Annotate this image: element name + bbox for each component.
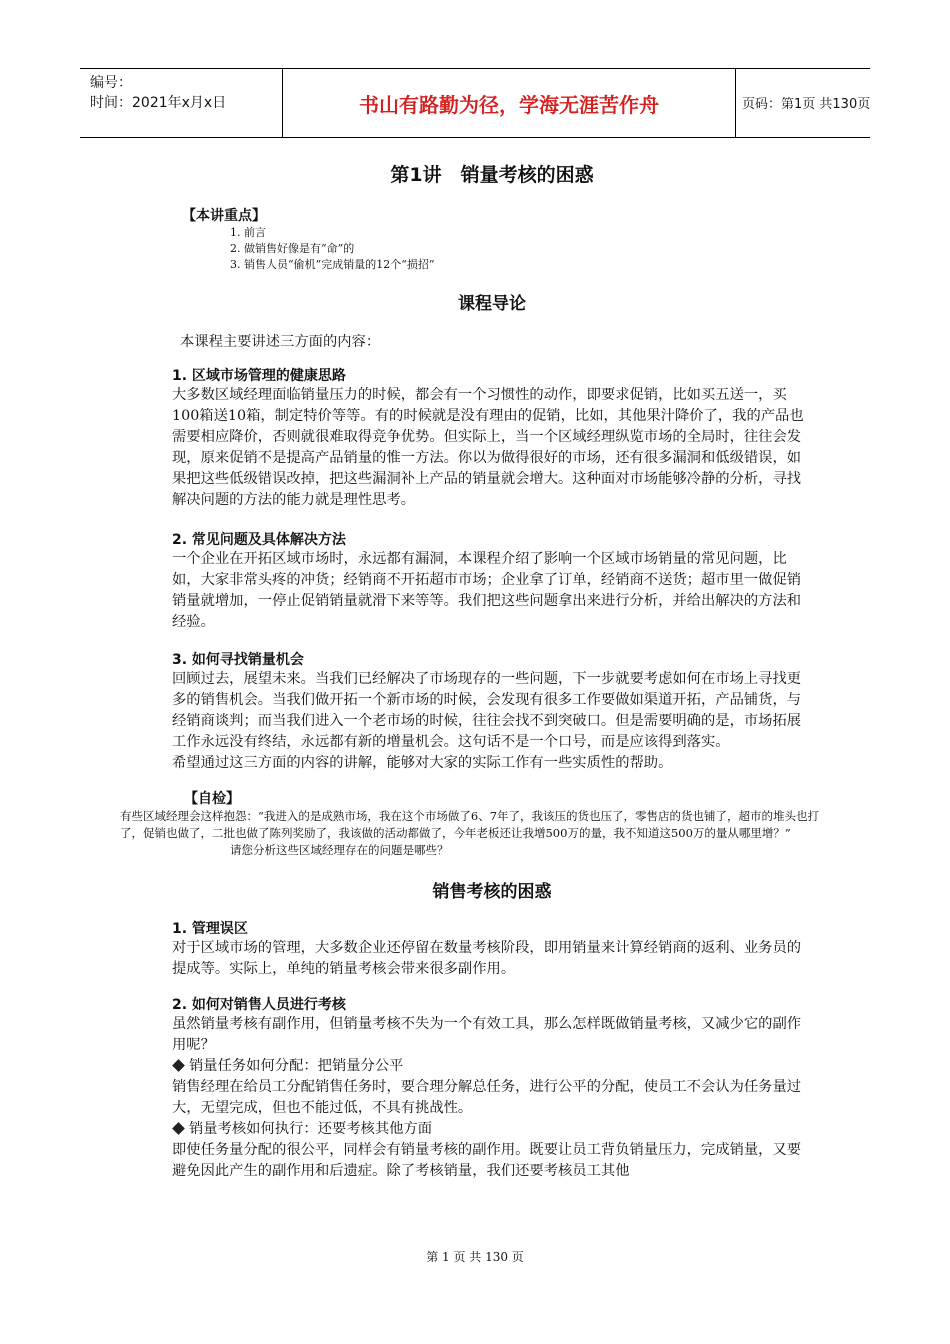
intro-s3-title: 3. 如何寻找销量机会	[172, 652, 304, 668]
key-point-item: 1. 前言	[230, 226, 266, 239]
intro-closing: 希望通过这三方面的内容的讲解，能够对大家的实际工作有一些实质性的帮助。	[172, 755, 673, 771]
header-page-info: 页码：第1页 共130页	[742, 97, 871, 112]
intro-s2-title: 2. 常见问题及具体解决方法	[172, 532, 346, 548]
assessment-s1-title: 1. 管理误区	[172, 921, 248, 937]
page-footer: 第 1 页 共 130 页	[426, 1250, 524, 1264]
assessment-s2-title: 2. 如何对销售人员进行考核	[172, 997, 346, 1013]
document-body	[120, 160, 820, 1182]
intro-section-title: 课程导论	[458, 294, 526, 314]
lecture-title: 第1讲 销量考核的困惑	[390, 164, 594, 186]
intro-s1-text: 大多数区域经理面临销量压力的时候，都会有一个习惯性的动作，即要求促销，比如买五送一，买100箱送10箱，制定特价等等。有的时候就是没有理由的促销，比如，其他果汁降价了，我的产品也需要相应降价，否则就很难取得竞争优势。但实际上，当一个区域经理纵览市场的全局时，往往会发现，原来促销不是提高产品销量的惟一方法。你以为做得很好的市场，还有很多漏洞和低级错误，如果把这些低级错误改掉，把这些漏洞补上产品的销量就会增大。这种面对市场能够冷静的分析，寻找解决问题的方法的能力就是理性思考。	[172, 387, 804, 508]
header-motto: 书山有路勤为径，学海无涯苦作舟	[282, 69, 736, 137]
intro-s3-text: 回顾过去，展望未来。当我们已经解决了市场现存的一些问题，下一步就要考虑如何在市场上寻找更多的销售机会。当我们做开拓一个新市场的时候，会发现有很多工作要做如渠道开拓，产品铺货，与经销商谈判；而当我们进入一个老市场的时候，往往会找不到突破口。但是需要明确的是，市场拓展工作永远没有终结，永远都有新的增量机会。这句话不是一个口号，而是应该得到落实。	[172, 671, 802, 750]
diamond-bullet-icon	[172, 1122, 185, 1135]
intro-lead: 本课程主要讲述三方面的内容：	[180, 334, 381, 350]
key-point-item: 2. 做销售好像是有“命”的	[230, 242, 355, 255]
intro-s2-text: 一个企业在开拓区域市场时，永远都有漏洞，本课程介绍了影响一个区域市场销量的常见问题，比如，大家非常头疼的冲货；经销商不开拓超市市场；企业拿了订单，经销商不送货；超市里一做促销销量就增加，一停止促销销量就滑下来等等。我们把这些问题拿出来进行分析，并给出解决的方法和经验。	[172, 551, 802, 630]
header-number-label: 编号：	[90, 75, 132, 91]
assessment-bullet-1	[172, 1056, 812, 1077]
assessment-b1-text: 销售经理在给员工分配销售任务时，要合理分解总任务，进行公平的分配，使员工不会认为任务量过大，无望完成，但也不能过低，不具有挑战性。	[172, 1079, 802, 1116]
assessment-s2-text: 虽然销量考核有副作用，但销量考核不失为一个有效工具，那么怎样既做销量考核，又减少它的副作用呢？	[172, 1016, 802, 1053]
assessment-section-title: 销售考核的困惑	[432, 882, 552, 902]
key-points-list	[172, 225, 812, 273]
assessment-bullet-2	[172, 1119, 812, 1140]
self-check-label: 【自检】	[184, 791, 240, 807]
diamond-bullet-icon	[172, 1059, 185, 1072]
page-header	[80, 68, 870, 138]
key-points-label: 【本讲重点】	[182, 208, 266, 224]
intro-s1-title: 1. 区域市场管理的健康思路	[172, 368, 346, 384]
self-check-question: 请您分析这些区域经理存在的问题是哪些？	[230, 843, 449, 857]
self-check-quote: 有些区域经理会这样抱怨：“我进入的是成熟市场，我在这个市场做了6、7年了，我该压的货也压了，零售店的货也铺了，超市的堆头也打了，促销也做了，二批也做了陈列奖励了，我该做的活动都做了，今年老板还让我增500万的量，我不知道这500万的量从哪里增？”	[120, 809, 820, 840]
key-point-item: 3. 销售人员“偷机”完成销量的12个“损招”	[230, 258, 435, 271]
header-meta	[90, 73, 280, 113]
assessment-s1-text: 对于区域市场的管理，大多数企业还停留在数量考核阶段，即用销量来计算经销商的返利、业务员的提成等。实际上，单纯的销量考核会带来很多副作用。	[172, 940, 802, 977]
header-time-label: 时间：2021年x月x日	[90, 95, 227, 111]
assessment-b1-label: 销量任务如何分配：把销量分公平	[189, 1058, 404, 1074]
assessment-b2-text: 即使任务量分配的很公平，同样会有销量考核的副作用。既要让员工背负销量压力，完成销量，又要避免因此产生的副作用和后遗症。除了考核销量，我们还要考核员工其他	[172, 1142, 802, 1179]
assessment-b2-label: 销量考核如何执行：还要考核其他方面	[189, 1121, 433, 1137]
